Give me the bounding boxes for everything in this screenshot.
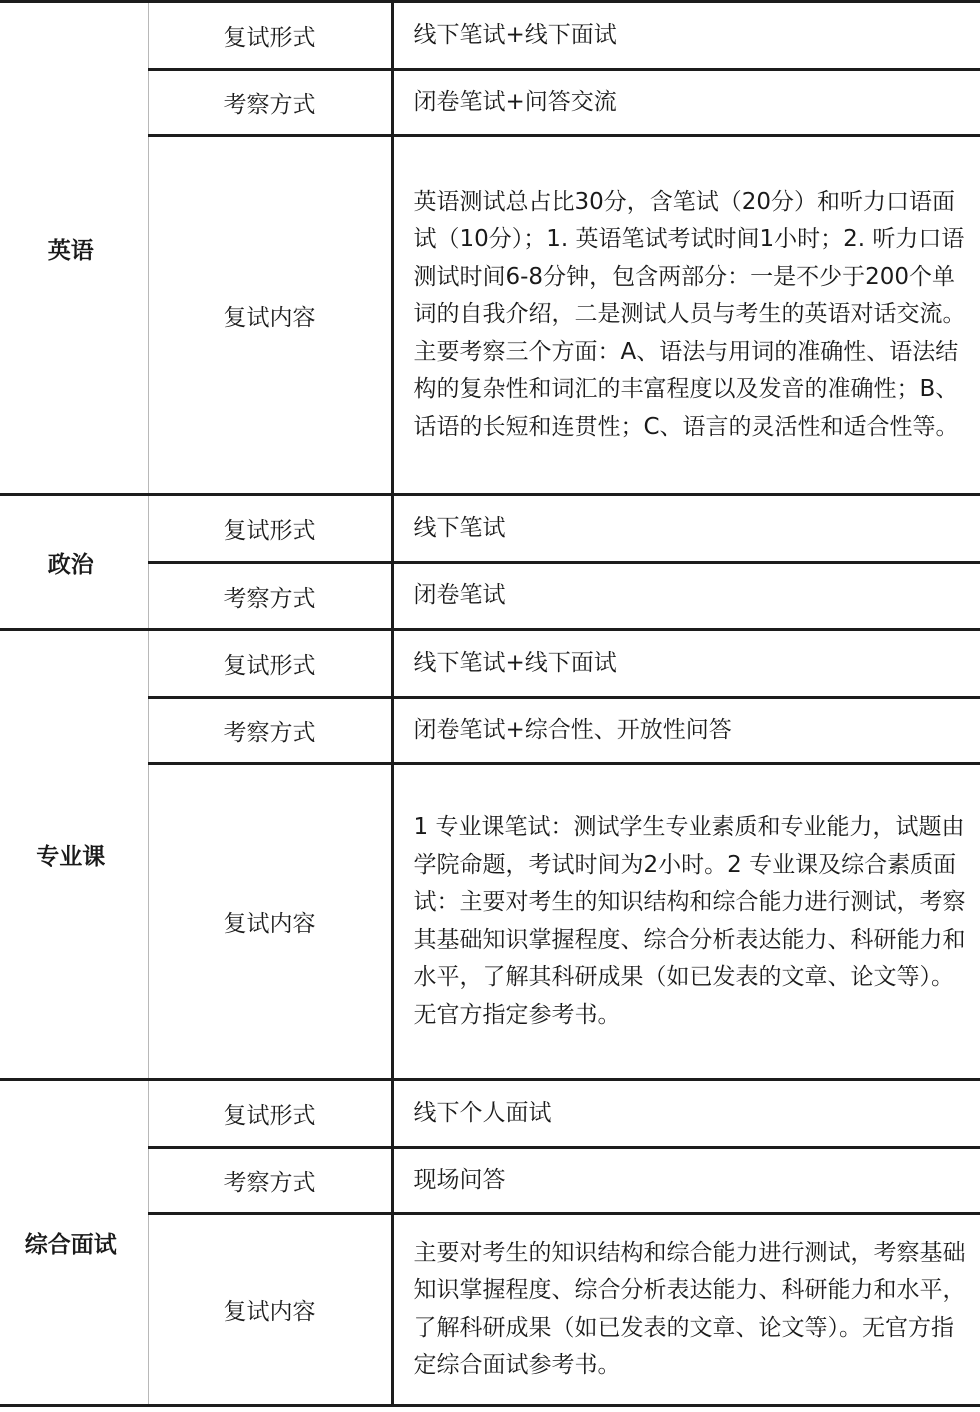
row-content: 闭卷笔试+问答交流: [392, 70, 980, 136]
row-label: 考察方式: [148, 1148, 392, 1214]
row-content: 线下个人面试: [392, 1080, 980, 1148]
table-row: [0, 630, 980, 698]
row-label: 考察方式: [148, 563, 392, 630]
row-content: 线下笔试+线下面试: [392, 2, 980, 70]
row-content: 1 专业课笔试：测试学生专业素质和专业能力，试题由学院命题，考试时间为2小时。2 专业课及综合素质面试：主要对考生的知识结构和综合能力进行测试，考察其基础知识掌握程度、综合分析表达能力、科研能力和水平，了解其科研成果（如已发表的文章、论文等）。无官方指定参考书。: [392, 764, 980, 1080]
row-label: 复试内容: [148, 136, 392, 495]
row-content: 线下笔试+线下面试: [392, 630, 980, 698]
row-content: 闭卷笔试+综合性、开放性问答: [392, 698, 980, 764]
row-label: 复试形式: [148, 495, 392, 563]
subject-cell: 政治: [0, 495, 148, 630]
row-label: 复试内容: [148, 764, 392, 1080]
subject-cell: 综合面试: [0, 1080, 148, 1406]
table-row: [0, 495, 980, 563]
row-label: 复试形式: [148, 2, 392, 70]
row-content: 现场问答: [392, 1148, 980, 1214]
row-content: 英语测试总占比30分，含笔试（20分）和听力口语面试（10分）；1. 英语笔试考试时间1小时；2. 听力口语测试时间6-8分钟，包含两部分：一是不少于200个单词的自我介绍，二是测试人员与考生的英语对话交流。主要考察三个方面：A、语法与用词的准确性、语法结构的复杂性和词汇的丰富程度以及发音的准确性；B、话语的长短和连贯性；C、语言的灵活性和适合性等。: [392, 136, 980, 495]
row-label: 考察方式: [148, 698, 392, 764]
row-label: 考察方式: [148, 70, 392, 136]
row-label: 复试内容: [148, 1214, 392, 1406]
subject-cell: 英语: [0, 2, 148, 495]
row-content: 闭卷笔试: [392, 563, 980, 630]
row-content: 主要对考生的知识结构和综合能力进行测试，考察基础知识掌握程度、综合分析表达能力、科研能力和水平，了解科研成果（如已发表的文章、论文等）。无官方指定综合面试参考书。: [392, 1214, 980, 1406]
table-row: [0, 1080, 980, 1148]
subject-cell: 专业课: [0, 630, 148, 1080]
row-label: 复试形式: [148, 1080, 392, 1148]
row-content: 线下笔试: [392, 495, 980, 563]
row-label: 复试形式: [148, 630, 392, 698]
table-row: [0, 2, 980, 70]
